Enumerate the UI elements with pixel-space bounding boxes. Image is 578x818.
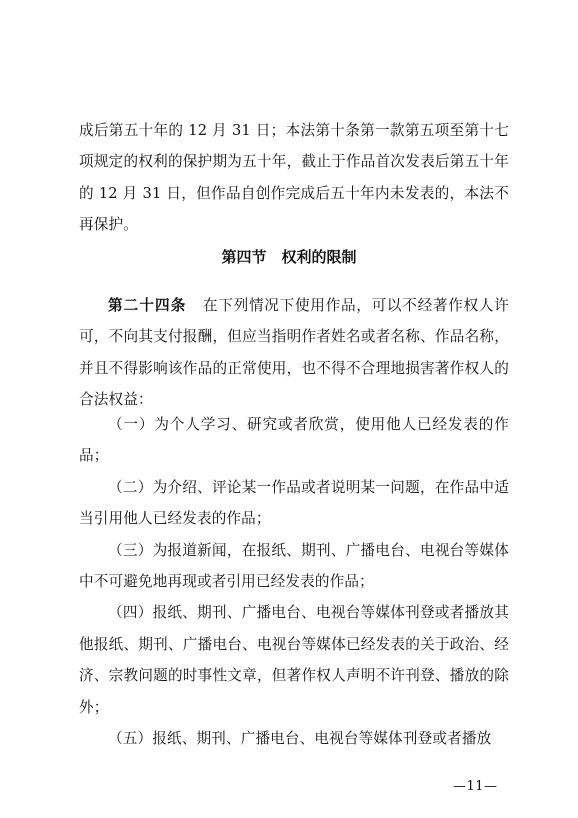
section-heading: 第四节 权利的限制 (221, 248, 357, 266)
article-paragraph (79, 290, 509, 416)
list-item-5: （五）报纸、期刊、广播电台、电视台等媒体刊登或者播放 (108, 730, 492, 748)
list-item-3: （三）为报道新闻，在报纸、期刊、广播电台、电视台等媒体中不可避免地再现或者引用已经发表的作品； (79, 541, 509, 591)
list-item-4: （四）报纸、期刊、广播电台、电视台等媒体刊登或者播放其他报纸、期刊、广播电台、电视台等媒体已经发表的关于政治、经济、宗教问题的时事性文章，但著作权人声明不许刊登、播放的除外； (79, 604, 509, 716)
article-items-list (79, 409, 509, 754)
list-item-2: （二）为介绍、评论某一作品或者说明某一问题，在作品中适当引用他人已经发表的作品； (79, 478, 509, 528)
intro-paragraph: 成后第五十年的 12 月 31 日；本法第十条第一款第五项至第十七项规定的权利的保护期为五十年，截止于作品首次发表后第五十年的 12 月 31 日，但作品自创作完成后五十年内未发表的，本法不再保护。 (79, 122, 509, 234)
article-label: 第二十四条 (108, 297, 187, 314)
list-item-1: （一）为个人学习、研究或者欣赏，使用他人已经发表的作品； (79, 416, 509, 465)
page-number: —11— (453, 779, 498, 794)
article-text: 在下列情况下使用作品，可以不经著作权人许可，不向其支付报酬，但应当指明作者姓名或者名称、作品名称，并且不得影响该作品的正常使用，也不得不合理地损害著作权人的合法权益： (79, 297, 509, 409)
